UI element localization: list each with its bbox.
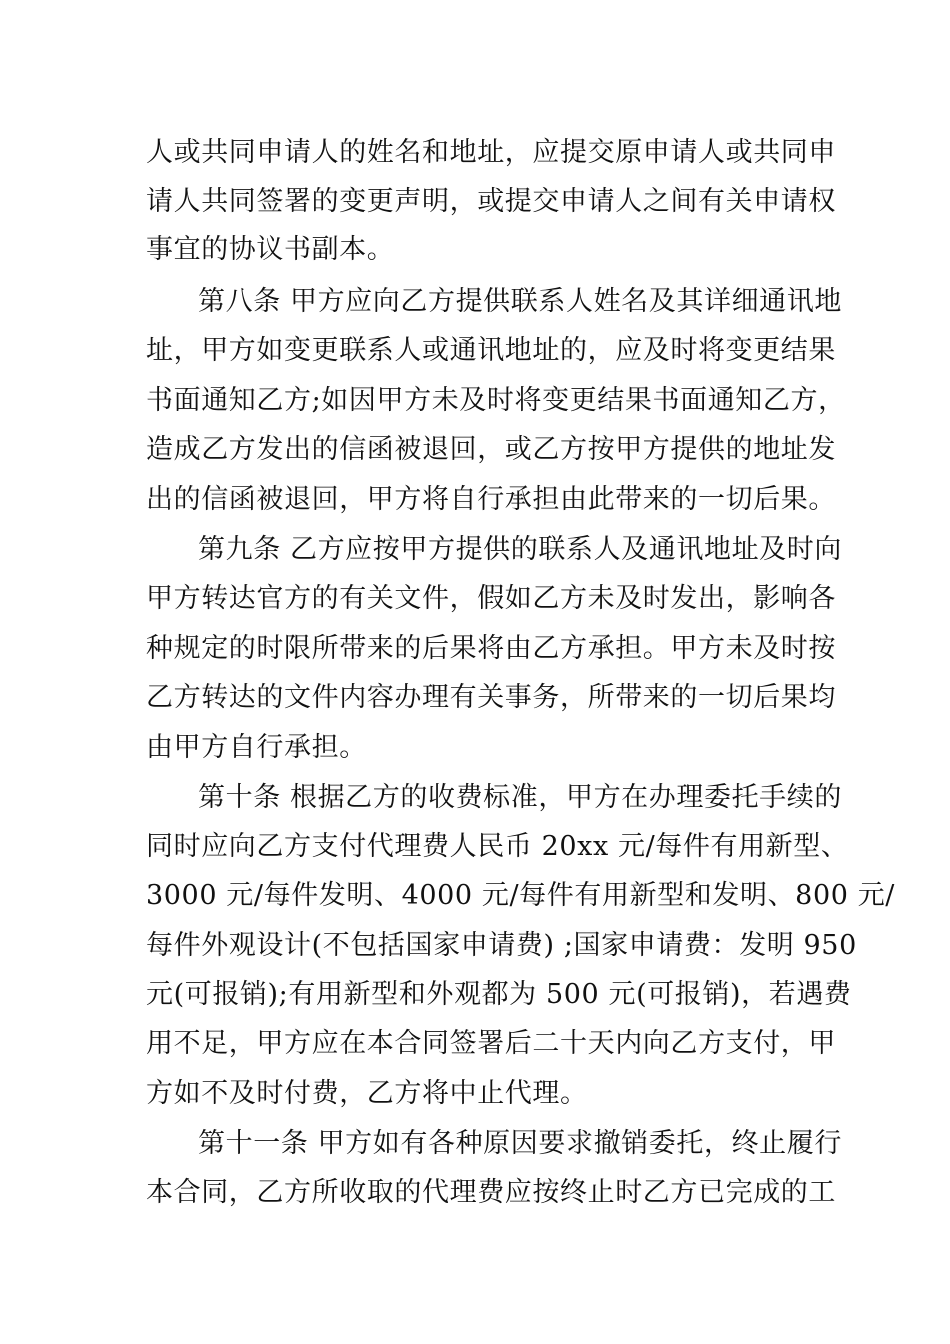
text-line: 由甲方自行承担。 xyxy=(146,732,367,763)
text-line: 甲方转达官方的有关文件，假如乙方未及时发出，影响各 xyxy=(146,583,836,614)
text-line: 址，甲方如变更联系人或通讯地址的，应及时将变更结果 xyxy=(146,335,836,366)
text-line: 种规定的时限所带来的后果将由乙方承担。甲方未及时按 xyxy=(146,633,836,664)
text-line: 事宜的协议书副本。 xyxy=(146,234,395,265)
text-line: 造成乙方发出的信函被退回，或乙方按甲方提供的地址发 xyxy=(146,434,836,465)
text-line: 请人共同签署的变更声明，或提交申请人之间有关申请权 xyxy=(146,186,836,217)
text-line: 本合同，乙方所收取的代理费应按终止时乙方已完成的工 xyxy=(146,1177,836,1208)
text-line: 乙方转达的文件内容办理有关事务，所带来的一切后果均 xyxy=(146,682,836,713)
text-line: 用不足，甲方应在本合同签署后二十天内向乙方支付，甲 xyxy=(146,1028,836,1059)
text-line: 人或共同申请人的姓名和地址，应提交原申请人或共同申 xyxy=(146,137,836,168)
text-line: 每件外观设计(不包括国家申请费) ;国家申请费：发明 950 xyxy=(146,930,857,961)
paragraph-heading-article-10: 第十条 根据乙方的收费标准，甲方在办理委托手续的 xyxy=(198,782,842,813)
text-line: 元(可报销);有用新型和外观都为 500 元(可报销)，若遇费 xyxy=(146,979,852,1010)
text-line: 书面通知乙方;如因甲方未及时将变更结果书面通知乙方， xyxy=(146,385,846,416)
text-line: 3000 元/每件发明、4000 元/每件有用新型和发明、800 元/ xyxy=(146,880,895,911)
paragraph-heading-article-9: 第九条 乙方应按甲方提供的联系人及通讯地址及时向 xyxy=(198,534,842,565)
paragraph-heading-article-11: 第十一条 甲方如有各种原因要求撤销委托，终止履行 xyxy=(198,1128,842,1159)
text-line: 出的信函被退回，甲方将自行承担由此带来的一切后果。 xyxy=(146,484,836,515)
text-line: 方如不及时付费，乙方将中止代理。 xyxy=(146,1078,588,1109)
text-line: 同时应向乙方支付代理费人民币 20xx 元/每件有用新型、 xyxy=(146,831,849,862)
paragraph-heading-article-8: 第八条 甲方应向乙方提供联系人姓名及其详细通讯地 xyxy=(198,286,842,317)
